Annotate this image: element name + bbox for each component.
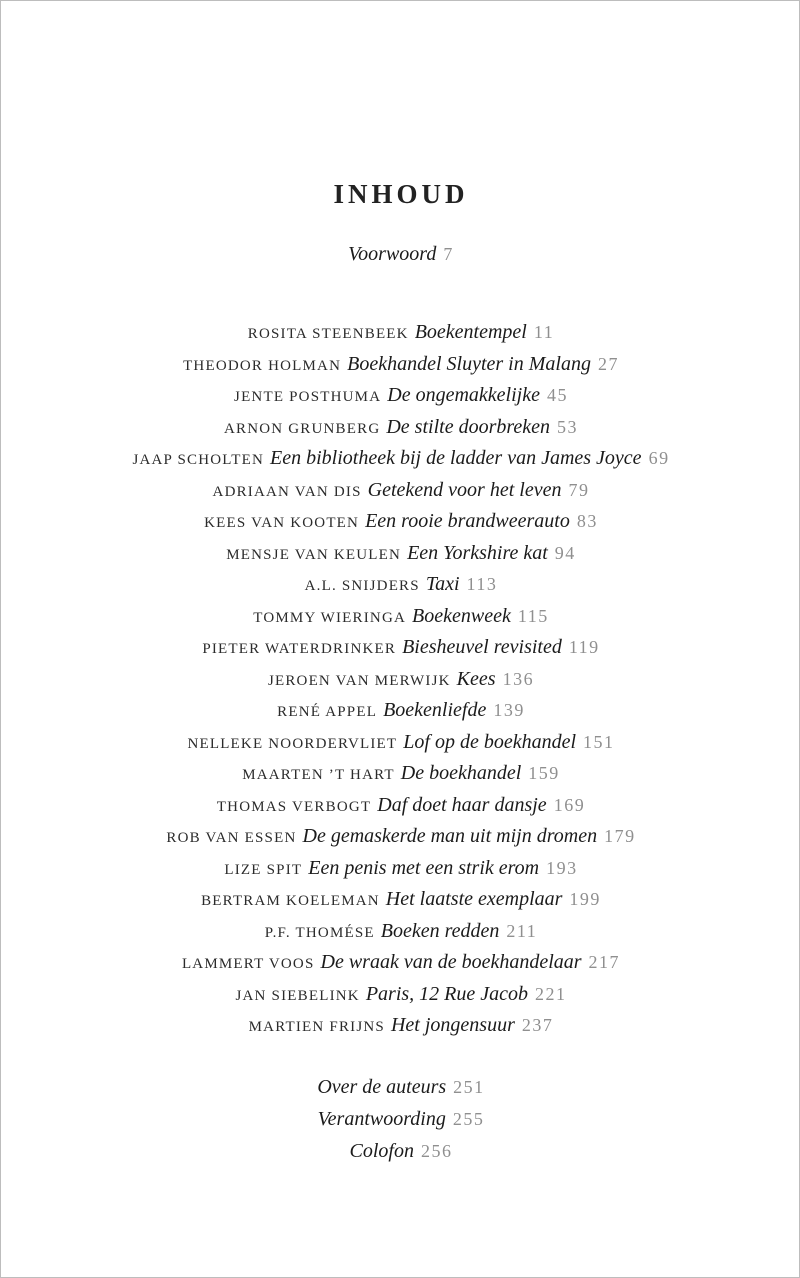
toc-entry: [1, 1010, 800, 1042]
entry-page-number: 79: [568, 479, 590, 500]
entry-author: KEES VAN KOOTEN: [204, 515, 360, 531]
entry-author: RENÉ APPEL: [277, 704, 378, 720]
entry-page-number: 136: [502, 668, 535, 689]
entry-author: MENSJE VAN KEULEN: [226, 546, 402, 563]
back-matter-page-number: 251: [453, 1077, 485, 1097]
back-matter-title: Over de auteurs: [317, 1076, 447, 1098]
toc-entry: [1, 727, 800, 759]
entry-title: Boeken redden: [380, 919, 500, 942]
entry-page-number: 159: [528, 763, 560, 783]
entry-title: Kees: [456, 667, 496, 690]
toc-entry: [1, 380, 800, 412]
entry-page-number: 193: [546, 857, 578, 878]
entry-title: Paris, 12 Rue Jacob: [365, 982, 529, 1005]
toc-entry: [1, 821, 800, 853]
toc-entry: [1, 349, 800, 381]
entry-page-number: 83: [576, 511, 598, 531]
entry-author: LAMMERT VOOS: [181, 956, 315, 972]
toc-entry: [1, 979, 800, 1011]
entry-author: LIZE SPIT: [224, 861, 303, 878]
entry-page-number: 179: [604, 826, 636, 846]
entry-page-number: 45: [546, 385, 568, 405]
entry-page-number: 217: [588, 952, 621, 972]
entry-author: PIETER WATERDRINKER: [202, 641, 397, 657]
toc-entry: [1, 884, 800, 916]
entry-author: P.F. THOMÉSE: [264, 924, 375, 941]
entry-title: Een rooie brandweerauto: [365, 510, 570, 532]
entry-title: Boekhandel Sluyter in Malang: [347, 352, 591, 375]
back-matter-page-number: 255: [452, 1109, 485, 1129]
back-matter-entry: [1, 1135, 800, 1167]
entry-page-number: 169: [553, 794, 586, 815]
entry-author: MAARTEN ’T HART: [242, 767, 395, 783]
intro-entry: [1, 243, 800, 266]
toc-entry: [1, 695, 800, 727]
entry-title: Boekenweek: [412, 604, 511, 627]
entry-title: De ongemakkelijke: [387, 384, 540, 406]
entry-page-number: 139: [493, 700, 525, 720]
entry-author: MARTIEN FRIJNS: [248, 1019, 385, 1035]
entry-title: Taxi: [425, 573, 460, 595]
entry-title: De gemaskerde man uit mijn dromen: [302, 825, 598, 847]
toc-entry: [1, 412, 800, 444]
entry-title: De boekhandel: [400, 762, 522, 784]
entry-author: TOMMY WIERINGA: [253, 609, 407, 626]
toc-entry: [1, 317, 800, 349]
entry-title: De stilte doorbreken: [386, 415, 551, 438]
entry-title: Biesheuvel revisited: [402, 636, 562, 658]
page-title: INHOUD: [333, 179, 469, 210]
entry-author: ADRIAAN VAN DIS: [212, 483, 362, 500]
entry-page-number: 11: [533, 322, 555, 342]
back-matter-page-number: 256: [420, 1141, 453, 1161]
intro-page-number: 7: [443, 244, 454, 264]
toc-entry: [1, 664, 800, 696]
entry-page-number: 27: [597, 353, 619, 374]
entry-page-number: 211: [506, 920, 538, 941]
toc-entry: [1, 790, 800, 822]
entry-author: JENTE POSTHUMA: [234, 389, 382, 405]
entry-page-number: 113: [466, 574, 498, 594]
entry-author: ARNON GRUNBERG: [223, 420, 381, 437]
toc-entry: [1, 947, 800, 979]
table-of-contents: [1, 317, 800, 1042]
entry-author: ROB VAN ESSEN: [166, 830, 297, 846]
entry-title: Het jongensuur: [390, 1014, 515, 1036]
entry-page-number: 69: [648, 448, 670, 468]
toc-entry: [1, 475, 800, 507]
entry-page-number: 199: [569, 889, 601, 909]
entry-author: JEROEN VAN MERWIJK: [267, 672, 451, 689]
entry-title: Boekenliefde: [383, 699, 487, 721]
intro-title: Voorwoord: [348, 243, 437, 265]
entry-title: Boekentempel: [414, 321, 527, 343]
toc-entry: [1, 601, 800, 633]
back-matter-title: Colofon: [349, 1140, 414, 1162]
entry-title: Het laatste exemplaar: [385, 888, 563, 910]
toc-entry: [1, 506, 800, 538]
entry-page-number: 53: [557, 416, 579, 437]
entry-title: Een penis met een strik erom: [308, 856, 540, 879]
back-matter-entry: [1, 1103, 800, 1135]
entry-author: JAN SIEBELINK: [235, 987, 360, 1004]
entry-title: Lof op de boekhandel: [403, 730, 577, 753]
entry-author: ROSITA STEENBEEK: [247, 326, 409, 342]
back-matter-entry: [1, 1071, 800, 1103]
back-matter-title: Verantwoording: [317, 1108, 446, 1130]
toc-entry: [1, 916, 800, 948]
toc-entry: [1, 632, 800, 664]
entry-title: Een bibliotheek bij de ladder van James Joyce: [270, 447, 642, 469]
entry-title: Daf doet haar dansje: [377, 793, 547, 816]
entry-page-number: 119: [568, 637, 600, 657]
toc-entry: [1, 443, 800, 475]
entry-author: THEODOR HOLMAN: [183, 357, 342, 374]
entry-author: THOMAS VERBOGT: [216, 798, 372, 815]
entry-title: De wraak van de boekhandelaar: [320, 951, 582, 973]
entry-page-number: 237: [521, 1015, 554, 1035]
toc-entry: [1, 853, 800, 885]
toc-entry: [1, 758, 800, 790]
entry-page-number: 221: [535, 983, 567, 1004]
entry-page-number: 151: [583, 731, 615, 752]
back-matter-list: [1, 1071, 800, 1167]
entry-page-number: 115: [517, 605, 549, 626]
entry-author: A.L. SNIJDERS: [304, 578, 420, 594]
entry-title: Getekend voor het leven: [367, 478, 562, 501]
entry-author: BERTRAM KOELEMAN: [201, 893, 380, 909]
entry-author: JAAP SCHOLTEN: [132, 452, 265, 468]
toc-entry: [1, 538, 800, 570]
entry-title: Een Yorkshire kat: [407, 541, 548, 564]
entry-author: NELLEKE NOORDERVLIET: [187, 735, 398, 752]
toc-entry: [1, 569, 800, 601]
entry-page-number: 94: [554, 542, 576, 563]
